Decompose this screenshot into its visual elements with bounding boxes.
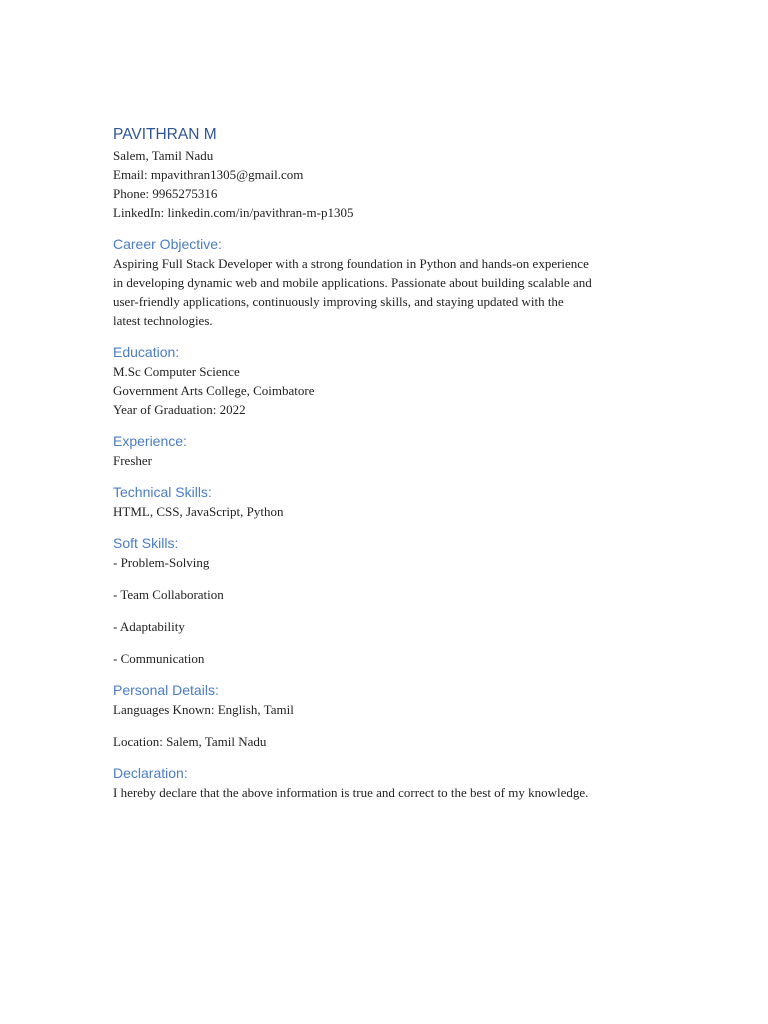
career-objective-line: Aspiring Full Stack Developer with a strong foundation in Python and hands-on experience: [113, 256, 589, 271]
career-objective-line: user-friendly applications, continuously improving skills, and staying updated with the: [113, 294, 564, 309]
declaration-heading: Declaration:: [113, 765, 188, 781]
candidate-linkedin: LinkedIn: linkedin.com/in/pavithran-m-p1305: [113, 205, 354, 220]
declaration-text: I hereby declare that the above information is true and correct to the best of my knowledge.: [113, 785, 589, 800]
technical-skills-heading: Technical Skills:: [113, 484, 212, 500]
personal-location: Location: Salem, Tamil Nadu: [113, 734, 267, 749]
candidate-phone: Phone: 9965275316: [113, 186, 218, 201]
candidate-name: PAVITHRAN M: [113, 126, 217, 143]
experience-heading: Experience:: [113, 433, 187, 449]
personal-languages: Languages Known: English, Tamil: [113, 702, 294, 717]
soft-skills-heading: Soft Skills:: [113, 535, 179, 551]
candidate-address: Salem, Tamil Nadu: [113, 148, 214, 163]
soft-skill-item: - Problem-Solving: [113, 555, 210, 570]
education-heading: Education:: [113, 344, 180, 360]
career-objective-line: latest technologies.: [113, 313, 213, 328]
soft-skill-item: - Adaptability: [113, 619, 185, 634]
soft-skill-item: - Communication: [113, 651, 205, 666]
technical-skills-text: HTML, CSS, JavaScript, Python: [113, 504, 284, 519]
candidate-email: Email: mpavithran1305@gmail.com: [113, 167, 304, 182]
resume-content: [113, 124, 673, 802]
education-degree: M.Sc Computer Science: [113, 364, 240, 379]
personal-details-heading: Personal Details:: [113, 682, 219, 698]
education-college: Government Arts College, Coimbatore: [113, 383, 315, 398]
education-graduation-year: Year of Graduation: 2022: [113, 402, 246, 417]
career-objective-line: in developing dynamic web and mobile applications. Passionate about building scalable and: [113, 275, 592, 290]
soft-skill-item: - Team Collaboration: [113, 587, 224, 602]
experience-text: Fresher: [113, 453, 152, 468]
career-objective-heading: Career Objective:: [113, 236, 222, 252]
